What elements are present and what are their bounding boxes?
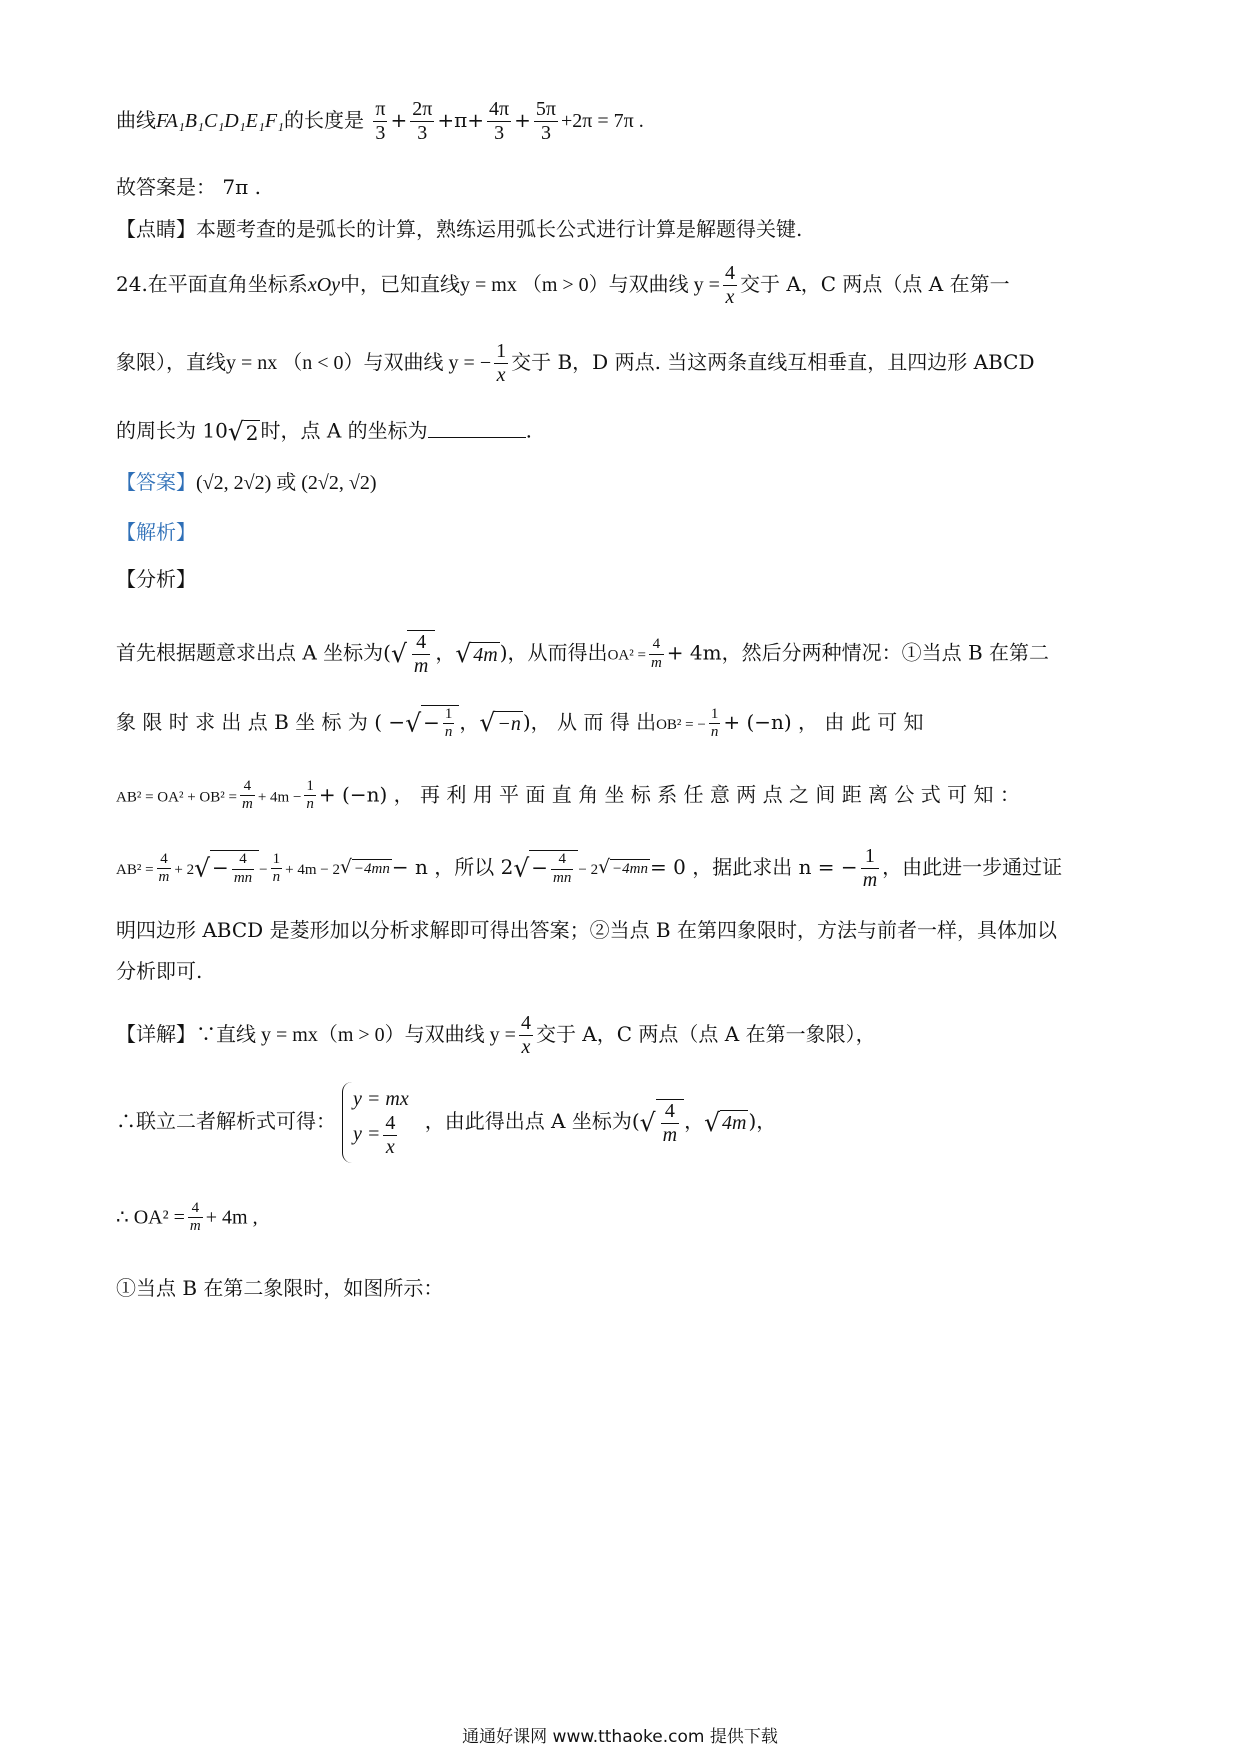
question-24-line-1 [116,262,1010,309]
sqrt: √ $\frac{4}{m}$ [640,1099,684,1147]
math: − 2 [578,862,599,878]
text: − n ，所以 2 [391,855,514,879]
fraction: $\frac{4}{mn}$ [553,851,572,886]
fraction: $\frac{4}{m}$ [650,636,662,671]
case-1-line: ①当点 B 在第二象限时，如图所示： [116,1276,444,1300]
fraction: $\frac{4}{m}$ [189,1200,201,1235]
sqrt: √ −4mn [339,857,390,879]
text: + (−n) ， 由 此 可 知 [723,709,924,734]
sqrt: √ − $\frac{1}{n}$ [405,705,459,742]
fraction: $\frac{5\pi}{3}$ [535,98,557,144]
text: + (−n) ， 再 利 用 平 面 直 角 坐 标 系 任 意 两 点 之 间 距 离 公 式 可 知 ： [318,782,1020,807]
text: ，由此进一步通过证 [882,855,1063,879]
math: OB² = − [656,716,706,733]
fraction: $\frac{1}{m}$ [862,845,878,891]
text: 象限），直线 [116,350,226,374]
sqrt: √ − $\frac{4}{mn}$ [194,850,259,887]
fraction: $\frac{\pi}{3}$ [375,98,386,144]
sqrt: √ 2 [227,417,259,446]
fraction: $\frac{4}{m}$ [158,850,170,885]
text: 中，已知直线 [340,272,461,296]
text: 时，点 A 的坐标为 [260,418,428,443]
math: y = nx （n < 0）与双曲线 y = − [226,352,492,374]
math: + 4m , [205,1206,258,1229]
fraction: $\frac{1}{n}$ [444,706,453,741]
text: 24.在平面直角坐标系 [116,272,308,296]
analysis-line-2 [116,705,924,742]
text: + 4m，然后分两种情况：①当点 B 在第二 [666,640,1049,665]
comment-line [116,217,802,241]
fraction: $\frac{1}{x}$ [496,340,507,386]
arc-length-line: 曲线FA₁B₁C₁D₁E₁F₁的长度是 $\frac{\pi}{3}$ + $\frac{2\pi}{3}$ +π+ $\frac{4\pi}{3}$ + $\frac{5\pi}{3}$ +2π = 7π . [116,98,644,144]
text: ， [459,709,480,734]
math: AB² = OA² + OB² = [116,789,237,806]
footer: 通通好课网 www.tthaoke.com 提供下载 [462,1727,778,1747]
text: ， [435,640,456,665]
fraction: $\frac{1}{n}$ [710,705,719,740]
fraction: $\frac{4}{x}$ [520,1012,531,1058]
text: = 0 ，据此求出 n = − [650,855,858,879]
sqrt: √ − $\frac{4}{mn}$ [513,850,578,887]
text: 的周长为 10 [116,418,228,443]
comment-tag: 【点睛】 [116,217,196,241]
fraction: $\frac{1}{n}$ [306,778,314,813]
detail-line-1 [116,1012,876,1059]
oa-line [116,1200,258,1236]
text: 的长度是 [284,108,365,132]
answer-blank [428,419,526,438]
equation: y = [353,1123,381,1146]
text: )，从而得出 [499,640,608,665]
answer-tag: 【答案】 [116,470,196,494]
text: ， [684,1109,705,1133]
analysis-line-5: 明四边形 ABCD 是菱形加以分析求解即可得出答案；②当点 B 在第四象限时，方法与前者一样，具体加以 [116,918,1057,942]
analysis-line-4 [116,845,1062,892]
text: 首先根据题意求出点 A 坐标为( [116,640,391,665]
math: AB² = [116,862,154,878]
math: + 4m − [257,789,302,806]
math: + 2 [174,862,195,878]
fraction: $\frac{4}{x}$ [385,1112,396,1158]
fraction: $\frac{4}{m}$ [241,778,253,813]
sqrt: √ 4m [704,1107,747,1137]
answer-line: 故答案是： 7π . [116,175,261,199]
math: + 4m − 2 [285,862,340,878]
system-line [116,1082,776,1163]
fraction: $\frac{4}{m}$ [662,1099,678,1146]
fraction: $\frac{4}{x}$ [724,262,735,308]
math: xOy [307,274,341,296]
text: )， [748,1109,777,1133]
equation: y = mx [353,1088,409,1110]
answer-section [116,470,377,495]
text: 交于 A，C 两点（点 A 在第一象限）， [535,1022,876,1046]
equation-system [342,1082,419,1163]
detail-tag: 【详解】 [116,1022,196,1046]
text: . [525,418,533,443]
analysis-line-3 [116,778,1020,814]
answer-value: (√2, 2√2) 或 (2√2, √2) [196,472,377,494]
solution-tag: 【解析】 [116,520,196,544]
math: y = mx （m > 0）与双曲线 y = [460,274,720,296]
math: ∵直线 y = mx（m > 0）与双曲线 y = [196,1024,516,1046]
analysis-line-1 [116,630,1049,678]
question-24-line-3 [116,417,532,447]
text: ，由此得出点 A 坐标为( [424,1109,640,1133]
fraction: $\frac{1}{n}$ [272,850,281,885]
math: ∴ OA² = [116,1206,185,1229]
sqrt: √ $\frac{4}{m}$ [391,630,435,678]
text: 曲线 [116,108,156,132]
text: 交于 B，D 两点. 当这两条直线互相垂直，且四边形 ABCD [511,350,1035,374]
comment-text: 本题考查的是弧长的计算，熟练运用弧长公式进行计算是解题得关键. [196,217,803,241]
text: 交于 A，C 两点（点 A 在第一 [739,272,1010,296]
text: 象 限 时 求 出 点 B 坐 标 为 ( − [116,709,406,734]
fraction: $\frac{4\pi}{3}$ [489,98,510,144]
text: ∴联立二者解析式可得： [116,1109,336,1133]
expression-end: +2π = 7π . [561,110,644,132]
analysis-line-6: 分析即可. [116,959,203,983]
question-24-line-2 [116,340,1035,387]
fraction: $\frac{4}{mn}$ [233,851,253,886]
analysis-tag: 【分析】 [116,567,196,591]
math: OA² = [607,647,646,664]
math: − [259,862,268,878]
text: )， 从 而 得 出 [522,709,657,734]
sqrt: √ −4mn [598,857,649,879]
sqrt: √ −n [479,708,521,738]
fraction: $\frac{4}{m}$ [413,631,429,677]
sqrt: √ 4m [455,639,498,668]
fraction: $\frac{2\pi}{3}$ [412,98,433,144]
curve-name: FA₁B₁C₁D₁E₁F₁ [156,110,285,132]
